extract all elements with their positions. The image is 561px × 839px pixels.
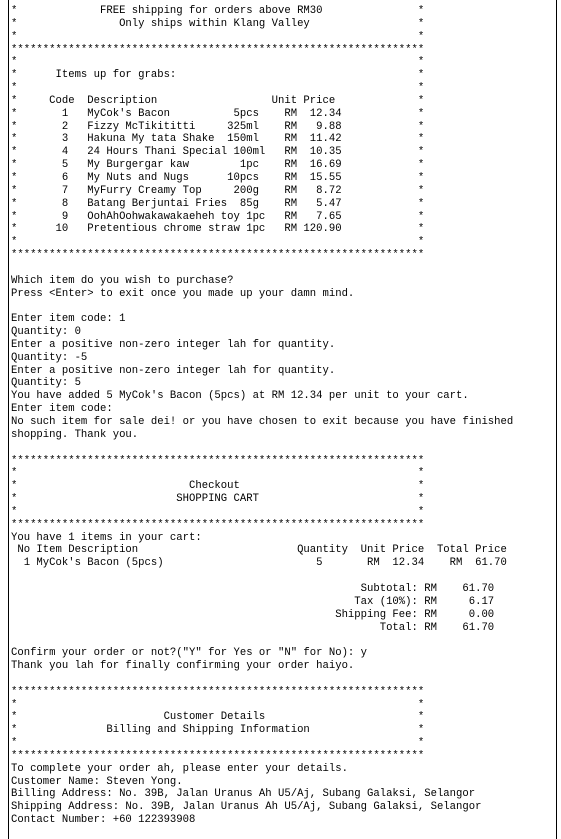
console-line: You have added 5 MyCok's Bacon (5pcs) at RM 12.34 per unit to your cart. bbox=[11, 390, 469, 403]
console-line: No such item for sale dei! or you have chosen to exit because you have finished bbox=[11, 416, 514, 428]
console-line bbox=[11, 570, 556, 583]
console-line bbox=[11, 634, 556, 647]
console-line: * * bbox=[11, 30, 425, 43]
console-line: * FREE shipping for orders above RM30 * bbox=[11, 5, 425, 17]
console-line: Shipping Address: No. 39B, Jalan Uranus Ah U5/Aj, Subang Galaksi, Selangor bbox=[11, 801, 482, 814]
console-line: Billing Address: No. 39B, Jalan Uranus Ah U5/Aj, Subang Galaksi, Selangor bbox=[11, 788, 476, 801]
console-line: Subtotal: RM 61.70 bbox=[11, 582, 495, 595]
console-line: Customer Name: Steven Yong. bbox=[11, 775, 183, 788]
console-line: * Billing and Shipping Information * bbox=[11, 724, 425, 737]
console-line: Shipping Fee: RM 0.00 bbox=[11, 608, 495, 621]
console-line: * 6 My Nuts and Nugs 10pcs RM 15.55 * bbox=[11, 171, 425, 184]
console-line: Total: RM 61.70 bbox=[11, 621, 495, 634]
console-line: Enter item code: 1 bbox=[11, 313, 126, 326]
console-line: Which item do you wish to purchase? bbox=[11, 274, 234, 287]
console-line: Contact Number: +60 122393908 bbox=[11, 814, 196, 827]
console-line: * * bbox=[11, 56, 425, 69]
console-line: * 9 OohAhOohwakawakaeheh toy 1pc RM 7.65 * bbox=[11, 210, 425, 223]
console-line: Enter item code: bbox=[11, 403, 113, 416]
console-line: Press <Enter> to exit once you made up your damn mind. bbox=[11, 287, 355, 300]
console-line: * 3 Hakuna My tata Shake 150ml RM 11.42 * bbox=[11, 133, 425, 146]
console-line: You have 1 items in your cart: bbox=[11, 531, 202, 544]
console-line: * 2 Fizzy McTikititti 325ml RM 9.88 * bbox=[11, 120, 425, 133]
console-line bbox=[11, 673, 556, 686]
console-line: * * bbox=[11, 505, 425, 518]
console-line: * Items up for grabs: * bbox=[11, 69, 425, 82]
console-line: Enter a positive non-zero integer lah for quantity. bbox=[11, 364, 336, 377]
console-line: ***************************************************************** bbox=[11, 685, 425, 698]
console-line: * * bbox=[11, 236, 425, 249]
console-line bbox=[11, 442, 556, 455]
console-line: No Item Description Quantity Unit Price Total Price bbox=[11, 544, 507, 557]
console-line: Confirm your order or not?("Y" for Yes or "N" for No): y bbox=[11, 647, 368, 660]
console-line: To complete your order ah, please enter your details. bbox=[11, 762, 348, 775]
console-line: * 4 24 Hours Thani Special 100ml RM 10.35 * bbox=[11, 146, 425, 159]
console-line: * Only ships within Klang Valley * bbox=[11, 17, 425, 30]
console-line: * * bbox=[11, 698, 425, 711]
console-line: ***************************************************************** bbox=[11, 43, 425, 56]
console-line: ***************************************************************** bbox=[11, 749, 425, 762]
console-line bbox=[11, 262, 556, 275]
console-line: ***************************************************************** bbox=[11, 249, 425, 262]
console-line: * * bbox=[11, 467, 425, 480]
console-line: * 7 MyFurry Creamy Top 200g RM 8.72 * bbox=[11, 184, 425, 197]
console-line bbox=[11, 300, 556, 313]
console-line: * SHOPPING CART * bbox=[11, 493, 425, 506]
console-line: ***************************************************************** bbox=[11, 454, 425, 467]
console-line: Quantity: 0 bbox=[11, 326, 81, 339]
console-line: * 10 Pretentious chrome straw 1pc RM 120.90 * bbox=[11, 223, 425, 236]
console-line: * 1 MyCok's Bacon 5pcs RM 12.34 * bbox=[11, 107, 425, 120]
console-line: * Customer Details * bbox=[11, 711, 425, 724]
console-line: Enter a positive non-zero integer lah for quantity. bbox=[11, 338, 336, 351]
console-line: shopping. Thank you. bbox=[11, 428, 139, 441]
console-line: * Code Description Unit Price * bbox=[11, 94, 425, 107]
console-line: 1 MyCok's Bacon (5pcs) 5 RM 12.34 RM 61.70 bbox=[11, 557, 507, 570]
console-line: Quantity: -5 bbox=[11, 351, 88, 364]
console-output bbox=[8, 0, 557, 839]
console-line: * * bbox=[11, 82, 425, 95]
console-line: * Checkout * bbox=[11, 480, 425, 493]
console-line: ***************************************************************** bbox=[11, 518, 425, 531]
console-line: * 8 Batang Berjuntai Fries 85g RM 5.47 * bbox=[11, 197, 425, 210]
console-line: Quantity: 5 bbox=[11, 377, 81, 390]
console-line: * 5 My Burgergar kaw 1pc RM 16.69 * bbox=[11, 159, 425, 172]
console-line: Tax (10%): RM 6.17 bbox=[11, 595, 495, 608]
console-line: * * bbox=[11, 737, 425, 750]
console-line: Thank you lah for finally confirming your order haiyo. bbox=[11, 660, 355, 673]
